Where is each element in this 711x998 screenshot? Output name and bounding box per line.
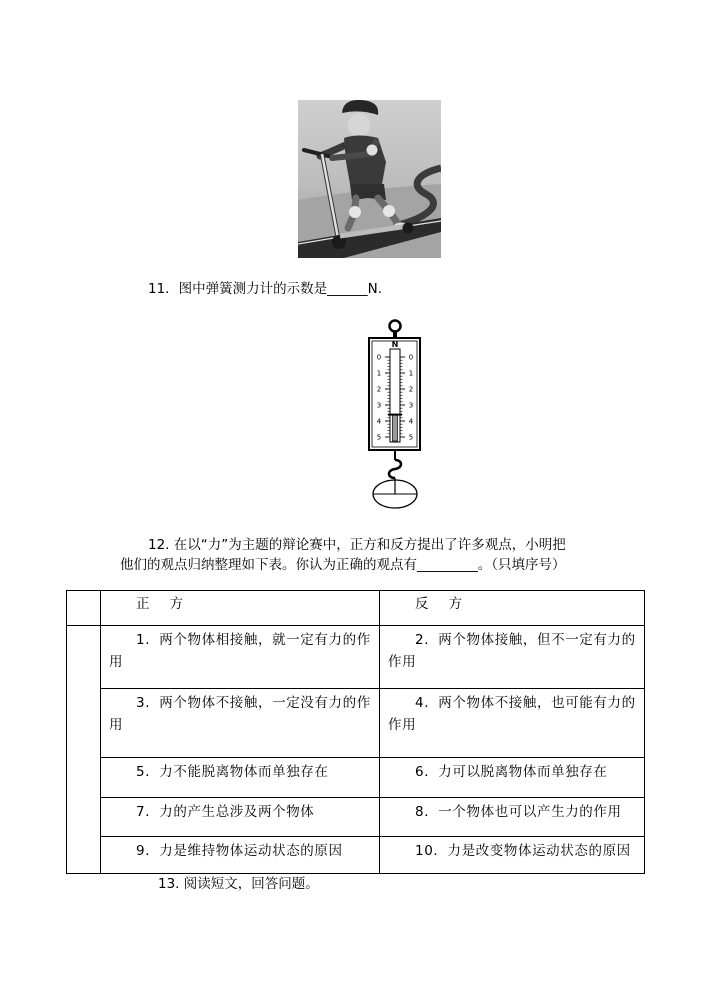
scale-label-left: 1 xyxy=(376,369,382,378)
scale-label-right: 5 xyxy=(408,433,414,442)
scale-label-left: 0 xyxy=(376,353,382,362)
scale-spring-rod xyxy=(393,415,398,441)
question-13-text: 13. 阅读短文，回答问题。 xyxy=(158,876,319,892)
question-11-text: 11．图中弹簧测力计的示数是______N. xyxy=(148,281,383,297)
scale-top-ring xyxy=(390,321,401,332)
scale-label-right: 0 xyxy=(408,353,414,362)
con-viewpoint-2: 2．两个物体接触，但不一定有力的作用 xyxy=(379,626,644,689)
scale-label-left: 2 xyxy=(376,385,382,394)
knee-pad-left xyxy=(349,206,361,218)
con-viewpoint-4: 4．两个物体不接触，也可能有力的作用 xyxy=(379,689,644,758)
pro-viewpoint-3: 3．两个物体不接触，一定没有力的作用 xyxy=(100,689,379,758)
knee-pad-right xyxy=(383,205,395,217)
con-viewpoint-8: 8．一个物体也可以产生力的作用 xyxy=(379,798,644,837)
face xyxy=(348,113,370,137)
scale-label-left: 4 xyxy=(376,417,382,426)
viewpoint-table xyxy=(66,590,645,874)
scale-label-left: 3 xyxy=(376,401,382,410)
scale-unit-label: N xyxy=(391,340,399,349)
con-viewpoint-10: 10．力是改变物体运动状态的原因 xyxy=(379,837,644,873)
rear-wheel xyxy=(403,223,414,234)
con-viewpoint-6: 6．力可以脱离物体而单独存在 xyxy=(379,758,644,798)
header-con: 反 方 xyxy=(379,591,644,626)
scale-label-left: 5 xyxy=(376,433,382,442)
scale-label-right: 3 xyxy=(408,401,414,410)
table-side-cell xyxy=(67,626,100,873)
pro-viewpoint-5: 5．力不能脱离物体而单独存在 xyxy=(100,758,379,798)
pro-viewpoint-1: 1．两个物体相接触，就一定有力的作用 xyxy=(100,626,379,689)
child-scooter-photo xyxy=(298,100,441,258)
scale-label-right: 2 xyxy=(408,385,414,394)
scale-label-right: 4 xyxy=(408,417,414,426)
header-pro: 正 方 xyxy=(100,591,379,626)
scale-hook xyxy=(389,460,401,478)
table-corner-cell xyxy=(67,591,100,626)
question-12-line-1: 12. 在以“力”为主题的辩论赛中，正方和反方提出了许多观点，小明把 xyxy=(148,537,566,553)
pro-viewpoint-7: 7．力的产生总涉及两个物体 xyxy=(100,798,379,837)
spring-scale xyxy=(358,316,432,512)
scale-label-right: 1 xyxy=(408,369,414,378)
question-12-line-2: 他们的观点归纳整理如下表。你认为正确的观点有_________。（只填序号） xyxy=(120,557,566,573)
elbow-pad xyxy=(367,145,378,156)
pro-viewpoint-9: 9．力是维持物体运动状态的原因 xyxy=(100,837,379,873)
